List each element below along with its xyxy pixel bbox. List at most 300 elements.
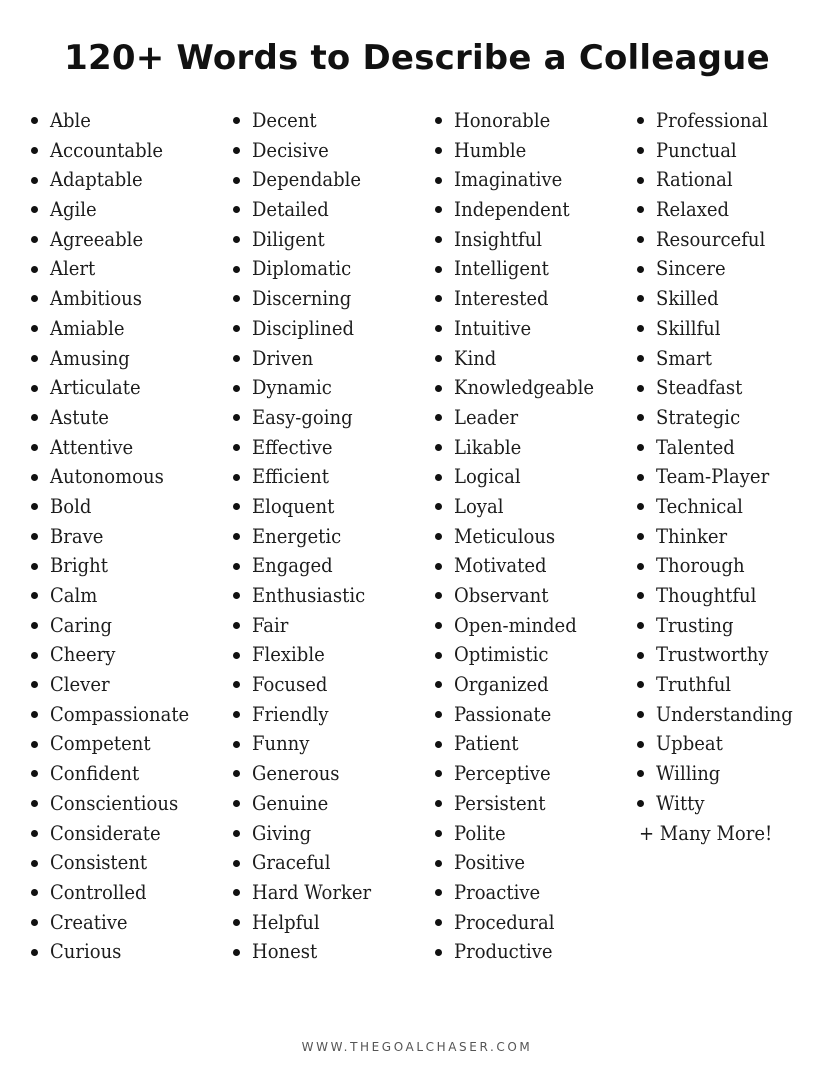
word-label: Positive xyxy=(454,850,526,875)
bullet-icon xyxy=(233,652,240,659)
list-item xyxy=(637,433,808,463)
word-label: Thinker xyxy=(656,523,728,548)
list-item xyxy=(31,195,205,225)
word-label: Intelligent xyxy=(454,256,549,281)
word-label: Understanding xyxy=(656,701,793,726)
many-more-label: + Many More! xyxy=(639,820,773,845)
word-label: Thoughtful xyxy=(656,583,757,607)
list-item xyxy=(637,611,808,641)
bullet-icon xyxy=(233,325,240,332)
list-item xyxy=(31,789,205,819)
list-item xyxy=(637,492,808,522)
bullet-icon xyxy=(31,533,38,540)
list-item xyxy=(31,344,205,374)
bullet-icon xyxy=(435,919,442,926)
list-item xyxy=(637,225,808,255)
word-label: Flexible xyxy=(252,642,325,667)
bullet-icon xyxy=(435,503,442,510)
bullet-icon xyxy=(233,622,240,629)
list-item xyxy=(637,700,808,730)
word-label: Dependable xyxy=(252,167,362,192)
bullet-icon xyxy=(435,711,442,718)
list-item xyxy=(435,136,610,166)
list-item xyxy=(637,789,808,819)
bullet-icon xyxy=(435,206,442,213)
list-item xyxy=(435,819,610,849)
word-label: Perceptive xyxy=(454,761,551,786)
list-item xyxy=(31,165,205,195)
list-item xyxy=(637,136,808,166)
bullet-icon xyxy=(31,652,38,659)
word-label: Skillful xyxy=(656,315,721,340)
list-item xyxy=(637,729,808,759)
bullet-icon xyxy=(637,563,644,570)
list-item xyxy=(233,136,384,166)
list-item xyxy=(435,522,610,552)
word-label: Truthful xyxy=(656,672,732,697)
word-label: Consistent xyxy=(50,850,148,875)
bullet-icon xyxy=(31,474,38,481)
list-item xyxy=(233,729,384,759)
word-label: Upbeat xyxy=(656,731,723,756)
bullet-icon xyxy=(31,949,38,956)
bullet-icon xyxy=(233,385,240,392)
bullet-icon xyxy=(435,563,442,570)
word-label: Amusing xyxy=(50,345,130,370)
bullet-icon xyxy=(637,474,644,481)
bullet-icon xyxy=(31,295,38,302)
list-item xyxy=(233,937,384,967)
word-label: Easy-going xyxy=(252,404,353,429)
bullet-icon xyxy=(233,800,240,807)
bullet-icon xyxy=(31,385,38,392)
list-item xyxy=(435,937,610,967)
list-item xyxy=(233,314,384,344)
word-label: Organized xyxy=(454,672,549,697)
word-label: Diplomatic xyxy=(252,256,352,281)
word-label: Decent xyxy=(252,108,317,132)
word-label: Steadfast xyxy=(656,375,743,400)
word-label: Bright xyxy=(50,553,108,578)
bullet-icon xyxy=(435,741,442,748)
list-item xyxy=(233,492,384,522)
list-item xyxy=(637,373,808,403)
bullet-icon xyxy=(435,177,442,184)
word-label: Alert xyxy=(50,256,96,281)
bullet-icon xyxy=(435,681,442,688)
word-label: Astute xyxy=(50,404,109,429)
word-label: Giving xyxy=(252,820,312,845)
list-item xyxy=(31,462,205,492)
bullet-icon xyxy=(31,889,38,896)
bullet-icon xyxy=(233,681,240,688)
list-item xyxy=(31,314,205,344)
page-title: 120+ Words to Describe a Colleague xyxy=(64,37,770,78)
list-item xyxy=(233,611,384,641)
list-item xyxy=(637,314,808,344)
bullet-icon xyxy=(637,622,644,629)
list-item xyxy=(233,581,384,611)
bullet-icon xyxy=(31,266,38,273)
bullet-icon xyxy=(31,444,38,451)
word-label: Energetic xyxy=(252,523,342,548)
bullet-icon xyxy=(233,206,240,213)
list-item xyxy=(637,195,808,225)
bullet-icon xyxy=(233,295,240,302)
list-item xyxy=(637,403,808,433)
list-item xyxy=(435,403,610,433)
word-label: Efficient xyxy=(252,464,330,489)
list-item xyxy=(435,611,610,641)
list-item xyxy=(31,937,205,967)
list-item xyxy=(637,344,808,374)
list-item xyxy=(435,284,610,314)
word-label: Competent xyxy=(50,731,151,756)
bullet-icon xyxy=(233,236,240,243)
bullet-icon xyxy=(233,444,240,451)
word-label: Logical xyxy=(454,464,521,489)
list-item xyxy=(31,670,205,700)
word-label: Rational xyxy=(656,167,733,192)
word-label: Passionate xyxy=(454,701,552,726)
list-item xyxy=(233,225,384,255)
bullet-icon xyxy=(31,355,38,362)
bullet-icon xyxy=(637,266,644,273)
word-label: Likable xyxy=(454,434,522,459)
list-item xyxy=(435,492,610,522)
word-label: Creative xyxy=(50,909,128,934)
list-item xyxy=(637,522,808,552)
bullet-icon xyxy=(233,533,240,540)
bullet-icon xyxy=(637,117,644,124)
word-label: Considerate xyxy=(50,820,161,845)
bullet-icon xyxy=(435,949,442,956)
bullet-icon xyxy=(637,147,644,154)
word-label: Independent xyxy=(454,197,570,222)
bullet-icon xyxy=(637,711,644,718)
list-item xyxy=(31,403,205,433)
list-item xyxy=(233,373,384,403)
bullet-icon xyxy=(435,236,442,243)
word-label: Knowledgeable xyxy=(454,375,595,400)
word-label: Team-Player xyxy=(656,464,770,489)
bullet-icon xyxy=(435,385,442,392)
bullet-icon xyxy=(435,147,442,154)
word-column-4 xyxy=(637,106,808,848)
list-item xyxy=(637,670,808,700)
word-label: Intuitive xyxy=(454,315,532,340)
list-item xyxy=(233,165,384,195)
list-item xyxy=(233,819,384,849)
bullet-icon xyxy=(233,503,240,510)
word-label: Graceful xyxy=(252,850,331,875)
bullet-icon xyxy=(31,147,38,154)
list-item xyxy=(31,373,205,403)
bullet-icon xyxy=(233,266,240,273)
word-label: Kind xyxy=(454,345,497,370)
list-item xyxy=(435,106,610,136)
bullet-icon xyxy=(233,741,240,748)
word-label: Polite xyxy=(454,820,506,845)
word-label: Attentive xyxy=(50,434,134,459)
list-item xyxy=(31,759,205,789)
list-item xyxy=(233,106,384,136)
bullet-icon xyxy=(233,949,240,956)
word-label: Imaginative xyxy=(454,167,563,192)
list-item xyxy=(31,492,205,522)
word-label: Honest xyxy=(252,939,318,964)
word-label: Agile xyxy=(50,197,97,222)
word-label: Talented xyxy=(656,434,735,459)
list-item xyxy=(31,284,205,314)
list-item xyxy=(31,908,205,938)
word-label: Humble xyxy=(454,137,527,162)
bullet-icon xyxy=(435,355,442,362)
bullet-icon xyxy=(31,177,38,184)
word-label: Observant xyxy=(454,583,549,607)
word-label: Professional xyxy=(656,108,769,132)
bullet-icon xyxy=(637,414,644,421)
bullet-icon xyxy=(637,592,644,599)
bullet-icon xyxy=(435,444,442,451)
bullet-icon xyxy=(31,681,38,688)
list-item xyxy=(233,848,384,878)
word-label: Caring xyxy=(50,612,112,637)
list-item xyxy=(233,462,384,492)
list-item xyxy=(637,284,808,314)
list-item xyxy=(637,254,808,284)
list-item xyxy=(637,165,808,195)
word-label: Ambitious xyxy=(50,286,143,311)
list-item xyxy=(233,789,384,819)
word-label: Trustworthy xyxy=(656,642,769,667)
word-label: Compassionate xyxy=(50,701,190,726)
bullet-icon xyxy=(31,325,38,332)
list-item xyxy=(31,254,205,284)
list-item xyxy=(31,106,205,136)
many-more-note xyxy=(639,819,808,849)
bullet-icon xyxy=(435,117,442,124)
word-label: Honorable xyxy=(454,108,551,132)
bullet-icon xyxy=(637,533,644,540)
word-label: Loyal xyxy=(454,493,504,518)
list-item xyxy=(435,551,610,581)
list-item xyxy=(233,284,384,314)
list-item xyxy=(31,819,205,849)
bullet-icon xyxy=(31,503,38,510)
list-item xyxy=(435,165,610,195)
word-label: Patient xyxy=(454,731,519,756)
word-label: Meticulous xyxy=(454,523,556,548)
word-column-2 xyxy=(233,106,384,967)
word-label: Effective xyxy=(252,434,333,459)
word-label: Adaptable xyxy=(50,167,143,192)
bullet-icon xyxy=(637,295,644,302)
bullet-icon xyxy=(233,889,240,896)
list-item xyxy=(233,908,384,938)
word-label: Dynamic xyxy=(252,375,332,400)
word-label: Funny xyxy=(252,731,310,756)
bullet-icon xyxy=(637,177,644,184)
list-item xyxy=(31,433,205,463)
bullet-icon xyxy=(233,592,240,599)
word-label: Generous xyxy=(252,761,340,786)
list-item xyxy=(637,581,808,611)
word-label: Curious xyxy=(50,939,122,964)
bullet-icon xyxy=(435,533,442,540)
word-label: Detailed xyxy=(252,197,329,222)
word-label: Autonomous xyxy=(50,464,164,489)
bullet-icon xyxy=(233,563,240,570)
list-item xyxy=(31,640,205,670)
bullet-icon xyxy=(435,266,442,273)
bullet-icon xyxy=(31,236,38,243)
bullet-icon xyxy=(435,295,442,302)
list-item xyxy=(435,462,610,492)
bullet-icon xyxy=(233,414,240,421)
list-item xyxy=(31,136,205,166)
word-label: Proactive xyxy=(454,879,541,904)
bullet-icon xyxy=(435,474,442,481)
bullet-icon xyxy=(637,652,644,659)
list-item xyxy=(435,700,610,730)
list-item xyxy=(31,225,205,255)
bullet-icon xyxy=(435,592,442,599)
list-item xyxy=(435,373,610,403)
word-label: Skilled xyxy=(656,286,719,311)
word-label: Confident xyxy=(50,761,140,786)
bullet-icon xyxy=(233,770,240,777)
bullet-icon xyxy=(637,325,644,332)
list-item xyxy=(435,640,610,670)
list-item xyxy=(435,789,610,819)
bullet-icon xyxy=(31,860,38,867)
word-label: Bold xyxy=(50,493,92,518)
word-label: Disciplined xyxy=(252,315,355,340)
bullet-icon xyxy=(31,206,38,213)
word-label: Conscientious xyxy=(50,790,179,815)
list-item xyxy=(233,522,384,552)
list-item xyxy=(233,670,384,700)
bullet-icon xyxy=(233,117,240,124)
word-label: Engaged xyxy=(252,553,333,578)
bullet-icon xyxy=(637,503,644,510)
bullet-icon xyxy=(233,830,240,837)
list-item xyxy=(435,195,610,225)
word-label: Agreeable xyxy=(50,226,144,251)
list-item xyxy=(637,106,808,136)
list-item xyxy=(233,433,384,463)
list-item xyxy=(233,403,384,433)
bullet-icon xyxy=(31,622,38,629)
list-item xyxy=(637,551,808,581)
word-label: Witty xyxy=(656,790,705,815)
word-label: Friendly xyxy=(252,701,329,726)
list-item xyxy=(435,729,610,759)
word-label: Articulate xyxy=(50,375,141,400)
bullet-icon xyxy=(637,770,644,777)
list-item xyxy=(435,225,610,255)
bullet-icon xyxy=(637,385,644,392)
word-label: Accountable xyxy=(50,137,164,162)
bullet-icon xyxy=(637,355,644,362)
list-item xyxy=(31,878,205,908)
word-label: Resourceful xyxy=(656,226,766,251)
word-label: Motivated xyxy=(454,553,547,578)
word-label: Procedural xyxy=(454,909,555,934)
word-label: Punctual xyxy=(656,137,737,162)
word-label: Eloquent xyxy=(252,493,335,518)
word-label: Calm xyxy=(50,583,98,607)
bullet-icon xyxy=(435,325,442,332)
bullet-icon xyxy=(31,830,38,837)
list-item xyxy=(31,729,205,759)
list-item xyxy=(435,254,610,284)
bullet-icon xyxy=(435,652,442,659)
word-label: Enthusiastic xyxy=(252,583,366,607)
bullet-icon xyxy=(31,592,38,599)
list-item xyxy=(233,700,384,730)
word-label: Brave xyxy=(50,523,104,548)
word-label: Insightful xyxy=(454,226,543,251)
word-label: Trusting xyxy=(656,612,734,637)
list-item xyxy=(637,759,808,789)
word-label: Productive xyxy=(454,939,553,964)
bullet-icon xyxy=(31,117,38,124)
bullet-icon xyxy=(233,177,240,184)
list-item xyxy=(233,759,384,789)
word-label: Interested xyxy=(454,286,549,311)
bullet-icon xyxy=(637,206,644,213)
word-label: Clever xyxy=(50,672,110,697)
list-item xyxy=(435,878,610,908)
word-label: Controlled xyxy=(50,879,147,904)
word-label: Relaxed xyxy=(656,197,730,222)
word-label: Strategic xyxy=(656,404,741,429)
bullet-icon xyxy=(31,563,38,570)
word-column-3 xyxy=(435,106,610,967)
list-item xyxy=(31,522,205,552)
list-item xyxy=(435,433,610,463)
list-item xyxy=(31,581,205,611)
word-label: Decisive xyxy=(252,137,329,162)
bullet-icon xyxy=(31,741,38,748)
word-label: Genuine xyxy=(252,790,329,815)
word-label: Sincere xyxy=(656,256,726,281)
list-item xyxy=(233,195,384,225)
bullet-icon xyxy=(435,830,442,837)
list-item xyxy=(233,254,384,284)
bullet-icon xyxy=(435,889,442,896)
list-item xyxy=(435,670,610,700)
word-label: Willing xyxy=(656,761,721,786)
list-item xyxy=(233,640,384,670)
word-label: Smart xyxy=(656,345,712,370)
website-footer: WWW.THEGOALCHASER.COM xyxy=(301,1040,533,1054)
word-column-1 xyxy=(31,106,205,967)
list-item xyxy=(435,908,610,938)
bullet-icon xyxy=(435,770,442,777)
bullet-icon xyxy=(31,414,38,421)
word-label: Hard Worker xyxy=(252,879,372,904)
list-item xyxy=(233,344,384,374)
bullet-icon xyxy=(233,355,240,362)
word-label: Persistent xyxy=(454,790,546,815)
bullet-icon xyxy=(637,800,644,807)
word-label: Diligent xyxy=(252,226,325,251)
bullet-icon xyxy=(233,919,240,926)
word-label: Focused xyxy=(252,672,328,697)
